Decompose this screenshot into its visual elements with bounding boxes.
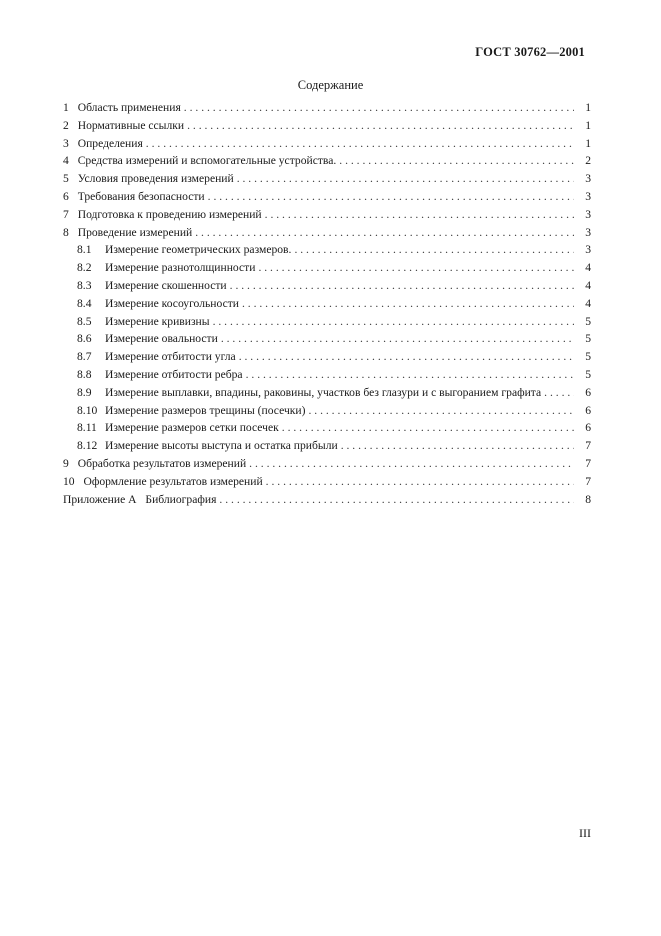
toc-entry-number: 8.1	[77, 243, 92, 257]
toc-entry-leader	[265, 208, 574, 221]
toc-entry-title: Проведение измерений	[77, 225, 193, 239]
toc-entry-leader	[187, 119, 574, 132]
toc-entry[interactable]	[63, 457, 591, 475]
toc-entry-title: Измерение кривизны	[105, 314, 210, 328]
toc-entry-page: 3	[585, 189, 591, 203]
toc-entry-title: Область применения	[77, 101, 181, 114]
toc-entry-title: Измерение размеров трещины (посечки)	[105, 403, 306, 417]
toc-entry-page: 5	[585, 350, 591, 364]
toc-entry-leader	[237, 172, 574, 185]
toc-entry-title: Измерение отбитости ребра	[105, 367, 243, 381]
toc-entry-page: 4	[585, 278, 591, 292]
toc-entry-number: 8.2	[77, 261, 92, 275]
toc-entry-title: Измерение размеров сетки посечек	[105, 421, 279, 435]
toc-entry-page: 2	[585, 154, 591, 168]
toc-entry-leader	[294, 243, 574, 256]
toc-entry[interactable]	[63, 208, 591, 226]
toc-entry-title: Обработка результатов измерений	[77, 456, 247, 470]
toc-entry[interactable]	[63, 154, 591, 172]
toc-entry-title: Измерение высоты выступа и остатка прибыли	[105, 439, 338, 453]
toc-entry-page: 1	[585, 118, 591, 132]
toc-entry-leader	[341, 439, 574, 452]
toc-entry-page: 3	[585, 225, 591, 239]
toc-entry-leader	[219, 493, 574, 506]
toc-entry[interactable]	[63, 119, 591, 137]
toc-entry-page: 6	[585, 385, 591, 399]
toc-entry-page: 5	[585, 367, 591, 381]
toc-entry[interactable]	[63, 243, 591, 261]
document-standard-number: ГОСТ 30762—2001	[475, 45, 585, 59]
toc-entry-leader	[184, 101, 574, 114]
toc-entry-title: Средства измерений и вспомогательные устройства.	[77, 154, 337, 168]
toc-entry[interactable]	[63, 421, 591, 439]
toc-entry-number: 7	[63, 207, 69, 221]
toc-entry[interactable]	[63, 386, 591, 404]
toc-entry-page: 8	[585, 492, 591, 506]
toc-entry-title: Измерение отбитости угла	[105, 350, 236, 364]
toc-entry-number: 1	[63, 101, 69, 114]
toc-entry-leader	[208, 190, 574, 203]
toc-entry-leader	[308, 404, 574, 417]
toc-entry-page: 4	[585, 261, 591, 275]
toc-entry-leader	[282, 421, 574, 434]
toc-entry-page: 6	[585, 403, 591, 417]
toc-entry-number: 8.11	[77, 421, 97, 435]
toc-entry-number: 8.4	[77, 296, 92, 310]
toc-entry-number: 2	[63, 118, 69, 132]
toc-entry-page: 3	[585, 207, 591, 221]
toc-entry-number: 8.8	[77, 367, 92, 381]
toc-entry-title: Требования безопасности	[77, 189, 205, 203]
toc-entry[interactable]	[63, 475, 591, 493]
toc-entry-page: 7	[585, 439, 591, 453]
toc-entry[interactable]	[63, 261, 591, 279]
toc-entry-title: Библиография	[145, 492, 217, 506]
toc-entry-page: 5	[585, 314, 591, 328]
toc-entry[interactable]	[63, 350, 591, 368]
toc-entry-title: Измерение скошенности	[105, 278, 227, 292]
toc-entry-title: Нормативные ссылки	[77, 118, 185, 132]
toc-entry[interactable]	[63, 404, 591, 422]
toc-entry-number: 3	[63, 136, 69, 150]
toc-entry-page: 3	[585, 172, 591, 186]
toc-entry[interactable]	[63, 332, 591, 350]
toc-entry-number: 8.7	[77, 350, 92, 364]
toc-entry[interactable]	[63, 101, 591, 119]
toc-entry-page: 3	[585, 243, 591, 257]
toc-entry-leader	[230, 279, 574, 292]
toc-entry-number: 8.5	[77, 314, 92, 328]
toc-entry-leader	[246, 368, 574, 381]
toc-entry-page: 7	[585, 456, 591, 470]
toc-entry-title: Оформление результатов измерений	[83, 474, 263, 488]
toc-entry-page: 6	[585, 421, 591, 435]
toc-entry[interactable]	[63, 172, 591, 190]
toc-entry-leader	[213, 315, 574, 328]
toc-entry[interactable]	[63, 493, 591, 511]
toc-entry-leader	[146, 137, 574, 150]
toc-entry-number: 8.12	[77, 439, 98, 453]
toc-entry-leader	[339, 154, 574, 167]
toc-entry[interactable]	[63, 137, 591, 155]
toc-entry-title: Условия проведения измерений	[77, 172, 234, 186]
toc-entry[interactable]	[63, 368, 591, 386]
toc-entry-leader	[239, 350, 574, 363]
toc-entry-number: 10	[63, 474, 75, 488]
toc-entry-number: 5	[63, 172, 69, 186]
toc-entry-title: Измерение овальности	[105, 332, 218, 346]
toc-entry[interactable]	[63, 279, 591, 297]
toc-entry-number: 8.10	[77, 403, 98, 417]
toc-entry-page: 5	[585, 332, 591, 346]
table-of-contents	[63, 101, 591, 510]
toc-entry-leader	[249, 457, 574, 470]
toc-entry-leader	[544, 386, 574, 399]
toc-entry-number: 6	[63, 189, 69, 203]
toc-entry[interactable]	[63, 439, 591, 457]
toc-entry-leader	[195, 226, 574, 239]
toc-entry-leader	[266, 475, 574, 488]
toc-entry-leader	[242, 297, 574, 310]
toc-entry-number: 8	[63, 225, 69, 239]
toc-title: Содержание	[297, 78, 364, 92]
toc-entry[interactable]	[63, 297, 591, 315]
toc-entry[interactable]	[63, 315, 591, 333]
toc-entry-number: 8.9	[77, 385, 92, 399]
toc-entry[interactable]	[63, 190, 591, 208]
toc-entry-title: Измерение разнотолщинности	[105, 261, 256, 275]
toc-entry-title: Определения	[77, 136, 143, 150]
toc-entry-title: Измерение выплавки, впадины, раковины, участков без глазури и с выгоранием графита	[105, 385, 542, 399]
toc-entry-page: 4	[585, 296, 591, 310]
toc-entry-number: 8.6	[77, 332, 92, 346]
toc-entry-number: 9	[63, 456, 69, 470]
toc-entry-title: Измерение геометрических размеров.	[105, 243, 292, 257]
toc-entry-number: Приложение А	[63, 492, 137, 506]
toc-entry-leader	[258, 261, 574, 274]
toc-entry-number: 8.3	[77, 278, 92, 292]
toc-entry[interactable]	[63, 226, 591, 244]
toc-entry-number: 4	[63, 154, 69, 168]
toc-entry-title: Измерение косоугольности	[105, 296, 239, 310]
page-number: III	[579, 826, 591, 840]
toc-entry-page: 1	[585, 136, 591, 150]
toc-entry-page: 7	[585, 474, 591, 488]
toc-entry-title: Подготовка к проведению измерений	[77, 207, 262, 221]
toc-entry-leader	[221, 332, 574, 345]
toc-entry-page: 1	[585, 101, 591, 114]
